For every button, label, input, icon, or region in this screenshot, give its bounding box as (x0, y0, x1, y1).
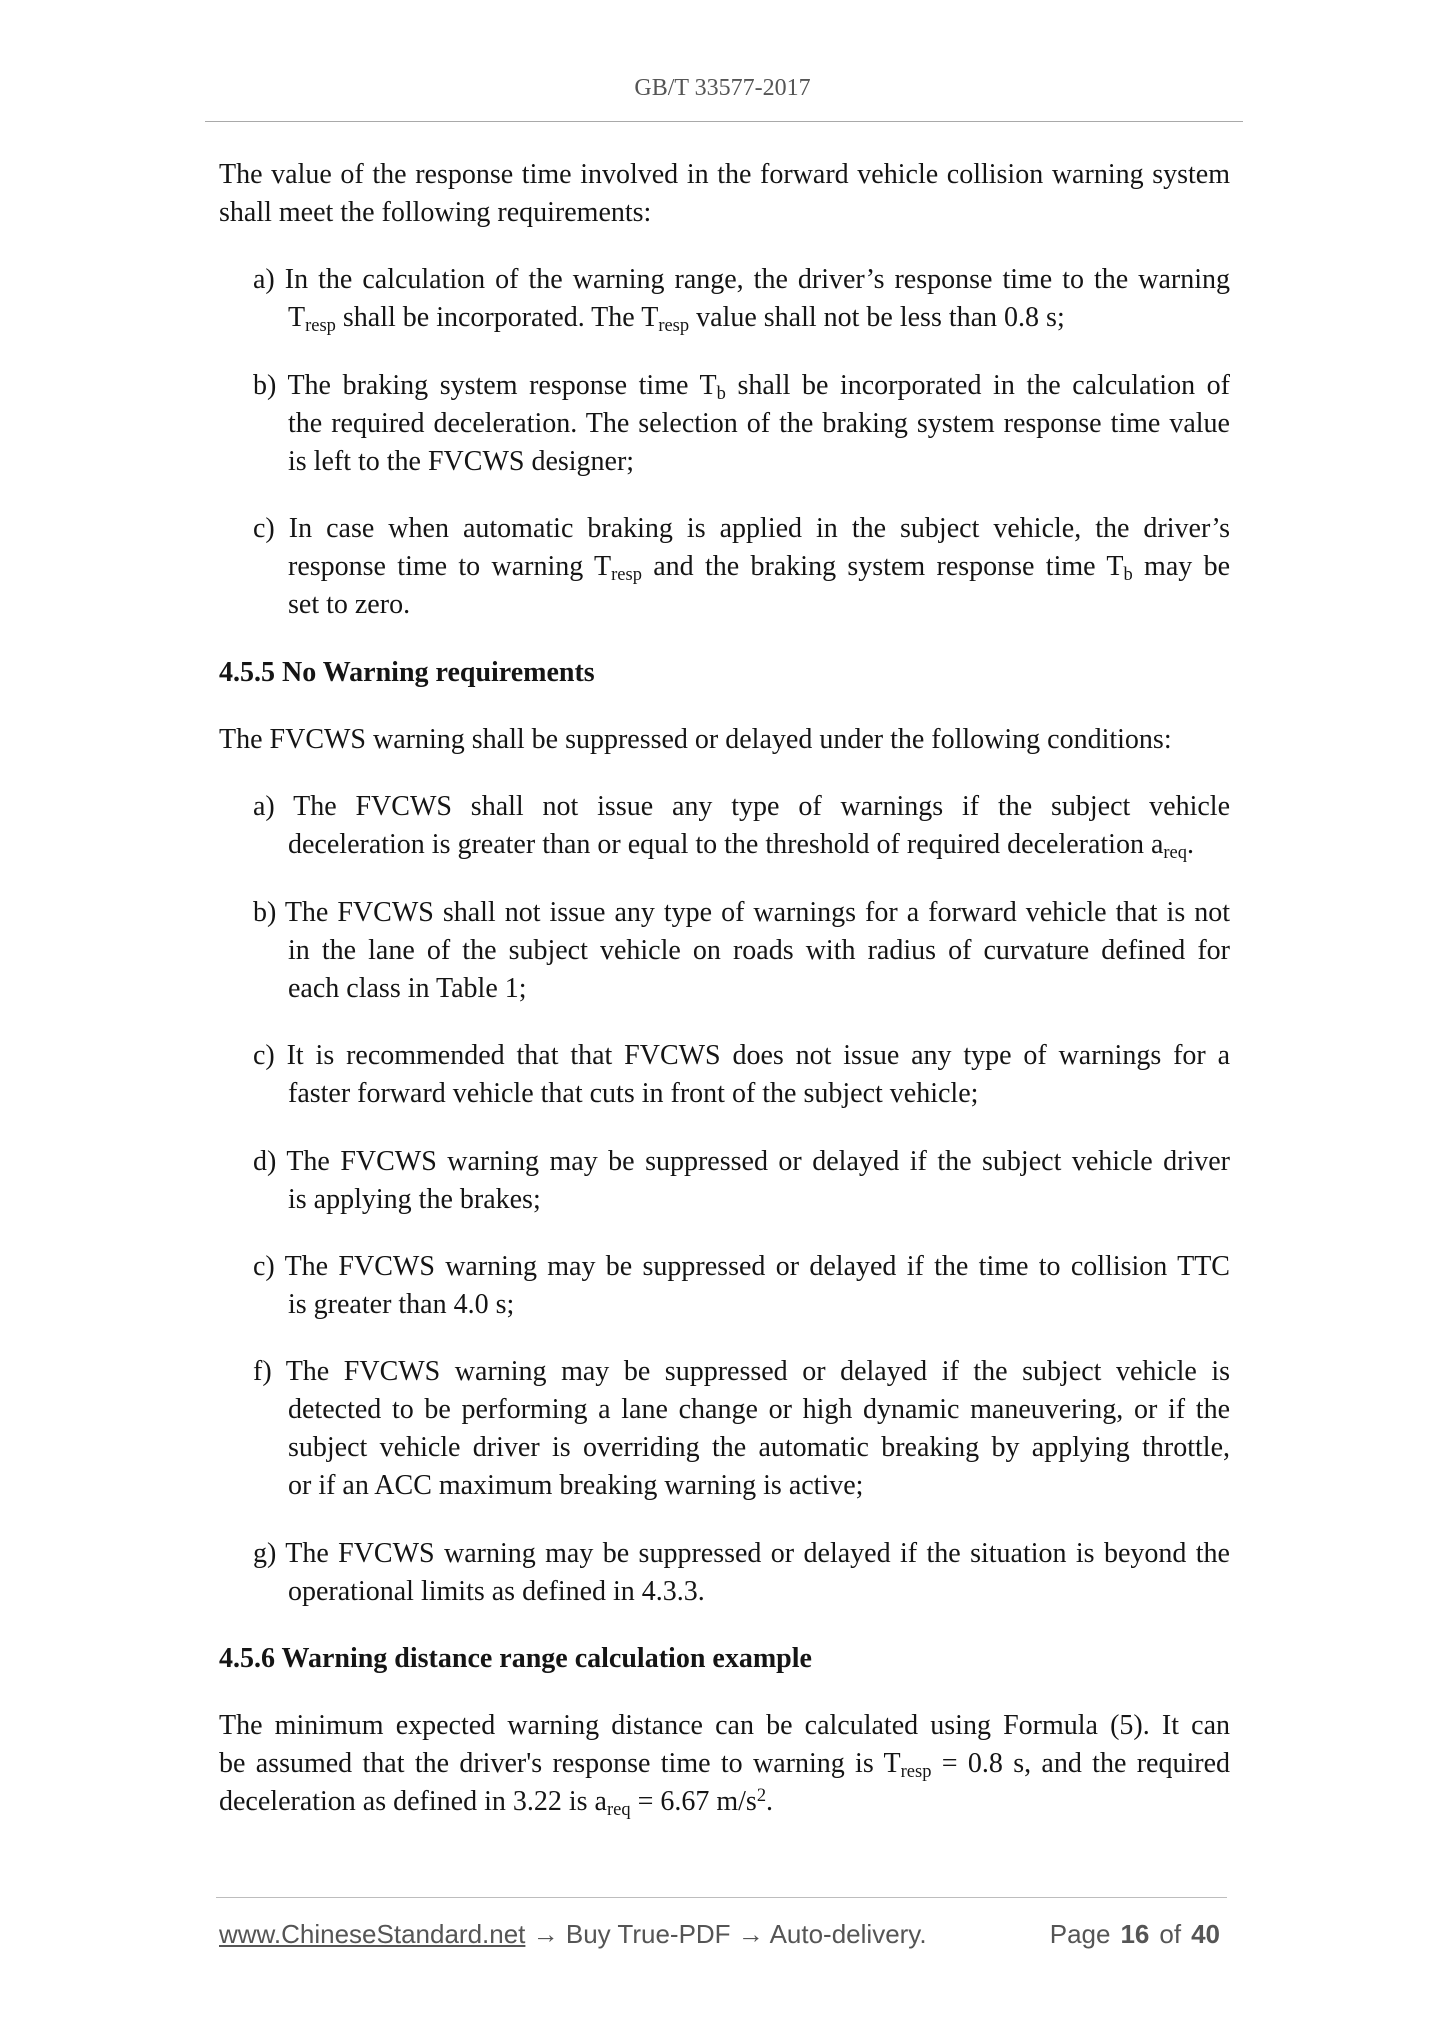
text-line: operational limits as defined in 4.3.3. (288, 1575, 705, 1607)
text-line: shall meet the following requirements: (219, 197, 652, 228)
text-line: the required deceleration. The selection of the braking system response time value (288, 407, 1230, 439)
list-item-label: c) (253, 1040, 275, 1072)
text-line: each class in Table 1; (288, 972, 527, 1004)
text-line: deceleration as defined in 3.22 is areq = 6.67 $m/s^2$. (219, 1785, 774, 1820)
superscript: 2 (756, 1785, 767, 1806)
page-indicator (1050, 1916, 1220, 1952)
list-item-label: a) (253, 791, 275, 823)
subscript: req (606, 1799, 631, 1820)
list-item (219, 1143, 1230, 1219)
text-line: d) The FVCWS warning may be suppressed or delayed if the subject vehicle driver (253, 1145, 1230, 1177)
total-pages-number: 40 (1191, 1919, 1220, 1949)
subscript: resp (611, 564, 642, 585)
text-line: a) The FVCWS shall not issue any type of warnings if the subject vehicle (253, 791, 1230, 823)
text-line: in the lane of the subject vehicle on roads with radius of curvature defined for (288, 934, 1230, 966)
subscript: resp (658, 315, 690, 336)
document-id-header: GB/T 33577-2017 (634, 75, 811, 101)
list-item-label: d) (253, 1145, 277, 1177)
list-item (219, 1535, 1230, 1611)
footer-divider (216, 1897, 1227, 1898)
document-body (219, 156, 1230, 1851)
list-item (219, 261, 1230, 337)
text-line: is greater than 4.0 s; (288, 1288, 515, 1320)
text-line: a) In the calculation of the warning range, the driver’s response time to the warning (253, 264, 1231, 296)
list-item-label: g) (253, 1537, 277, 1569)
page-of-label: of (1159, 1919, 1182, 1949)
text-line: deceleration is greater than or equal to the threshold of required deceleration areq. (288, 829, 1194, 863)
list-item (219, 788, 1230, 864)
paragraph (219, 156, 1230, 232)
section-heading (219, 1640, 1230, 1678)
list-item (219, 367, 1230, 481)
text-line: 4.5.6 Warning distance range calculation example (219, 1643, 812, 1675)
list-item-label: a) (253, 264, 275, 296)
list-item-label: c) (253, 1250, 275, 1282)
subscript: b (1123, 564, 1133, 585)
list-item (219, 1248, 1230, 1324)
subscript: resp (900, 1761, 932, 1782)
website-link[interactable]: www.ChineseStandard.net (219, 1919, 526, 1949)
list-item-label: b) (253, 369, 277, 401)
list-item (219, 894, 1230, 1008)
list-item-label: b) (253, 896, 277, 928)
text-line: detected to be performing a lane change or high dynamic maneuvering, or if the (288, 1394, 1230, 1426)
text-line: faster forward vehicle that cuts in front of the subject vehicle; (288, 1078, 979, 1110)
text-line: The FVCWS warning shall be suppressed or delayed under the following conditions: (219, 723, 1172, 755)
text-line: 4.5.5 No Warning requirements (219, 656, 595, 688)
text-line: g) The FVCWS warning may be suppressed or delayed if the situation is beyond the (253, 1537, 1230, 1569)
page-label: Page (1049, 1919, 1111, 1949)
text-line: f) The FVCWS warning may be suppressed or delayed if the subject vehicle is (253, 1356, 1231, 1388)
text-line: is left to the FVCWS designer; (288, 445, 635, 477)
paragraph (219, 1707, 1230, 1821)
text-line: The value of the response time involved in the forward vehicle collision warning system (219, 159, 1230, 190)
footer-promo-text: → Buy True-PDF → Auto-delivery. (525, 1919, 927, 1949)
section-heading (219, 654, 1230, 692)
text-line: Tresp shall be incorporated. The Tresp value shall not be less than 0.8 s; (288, 302, 1065, 336)
subscript: b (716, 382, 726, 403)
list-item-label: c) (253, 513, 275, 545)
text-line: c) The FVCWS warning may be suppressed or delayed if the time to collision TTC (253, 1250, 1230, 1282)
text-line: b) The FVCWS shall not issue any type of warnings for a forward vehicle that is not (253, 896, 1231, 928)
text-line: set to zero. (288, 589, 411, 621)
list-item (219, 510, 1230, 624)
list-item-label: f) (253, 1356, 272, 1388)
current-page-number: 16 (1120, 1919, 1150, 1949)
text-line: c) In case when automatic braking is applied in the subject vehicle, the driver’s (253, 513, 1231, 545)
footer-promo (219, 1916, 927, 1952)
paragraph (219, 721, 1230, 759)
text-line: c) It is recommended that that FVCWS does not issue any type of warnings for a (253, 1040, 1230, 1072)
list-item (219, 1037, 1230, 1113)
header-divider (205, 121, 1243, 122)
text-line: is applying the brakes; (288, 1183, 541, 1215)
text-line: b) The braking system response time Tb shall be incorporated in the calculation of (253, 369, 1230, 403)
list-item (219, 1353, 1230, 1505)
text-line: The minimum expected warning distance can be calculated using Formula (5). It can (219, 1710, 1230, 1742)
text-line: be assumed that the driver's response time to warning is Tresp = 0.8 s, and the required (219, 1748, 1230, 1782)
text-line: or if an ACC maximum breaking warning is active; (288, 1470, 864, 1502)
text-line: subject vehicle driver is overriding the automatic breaking by applying throttle, (288, 1432, 1230, 1464)
subscript: resp (305, 315, 336, 336)
text-line: response time to warning Tresp and the braking system response time Tb may be (288, 551, 1230, 585)
subscript: req (1163, 842, 1187, 863)
